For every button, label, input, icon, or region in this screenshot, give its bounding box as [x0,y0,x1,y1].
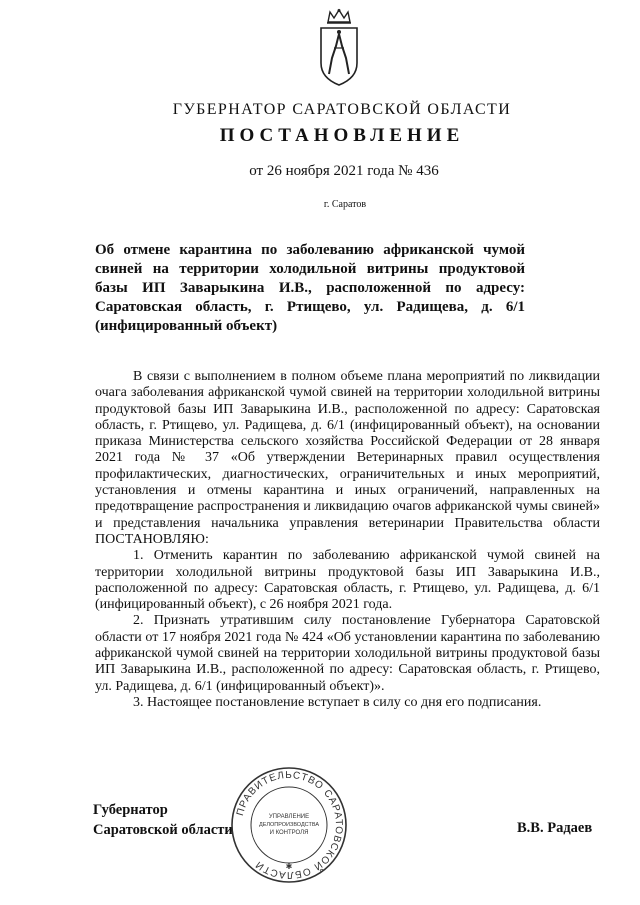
coat-of-arms-emblem [316,8,362,88]
document-subject: Об отмене карантина по заболеванию африканской чумой свиней на территории холодильной витрины продуктовой базы ИП Заварыкина И.В., расположенной по адресу: Саратовская область, г. Ртищево, ул. Радищева, д. 6/1 (инфицированный объект) [95,242,525,334]
signatory-position-line-1: Губернатор [93,802,168,818]
stamp-inner-line-1: УПРАВЛЕНИЕ [268,814,310,820]
resolution-item-1: 1. Отменить карантин по заболеванию африканской чумой свиней на территории холодильной витрины продуктовой базы ИП Заварыкина И.В., расположенной по адресу: Саратовская область, г. Ртищево, ул. Радищева, д. 6/1 (инфицированный объект), с 26 ноября 2021 года. [95,548,600,613]
signatory-position-line-2: Саратовской области [93,822,233,838]
official-stamp [229,765,349,885]
signatory-name: В.В. Радаев [517,820,593,836]
document-body [95,369,600,711]
document-city: г. Саратов [323,199,367,210]
stamp-inner-line-3: И КОНТРОЛЯ [269,830,309,836]
stamp-star-icon: ✱ [285,862,293,871]
stamp-inner-line-2: ДЕЛОПРОИЗВОДСТВА [258,822,320,828]
preamble-paragraph: В связи с выполнением в полном объеме плана мероприятий по ликвидации очага заболевания африканской чумой свиней на территории холодильной витрины продуктовой базы ИП Заварыкина И.В., расположенной по адресу: Саратовская область, г. Ртищево, ул. Радищева, д. 6/1 (инфицированный объект), на основании приказа Министерства сельского хозяйства Российской Федерации от 28 января 2021 года № 37 «Об утверждении Ветеринарных правил осуществления профилактических, диагностических, ограничительных и иных мероприятий, установления и отмены карантина и иных ограничений, направленных на предотвращение распространения и ликвидацию очагов африканской чумы свиней» и представления начальника управления ветеринарии Правительства области ПОСТАНОВЛЯЮ: [95,369,600,547]
resolution-item-3: 3. Настоящее постановление вступает в силу со дня его подписания. [133,694,542,710]
issuing-authority: ГУБЕРНАТОР САРАТОВСКОЙ ОБЛАСТИ [172,101,512,118]
document-type-title: ПОСТАНОВЛЕНИЕ [219,125,465,146]
resolution-item-2: 2. Признать утратившим силу постановление Губернатора Саратовской области от 17 ноября 2021 года № 424 «Об установлении карантина по заболеванию африканской чумой свиней на территории холодильной витрины продуктовой базы ИП Заварыкина И.В., расположенной по адресу: Саратовская область, г. Ртищево, ул. Радищева, д. 6/1 (инфицированный объект)». [95,613,600,694]
stamp-outer-text: ПРАВИТЕЛЬСТВО САРАТОВСКОЙ ОБЛАСТИ [234,769,345,881]
document-date-number: от 26 ноября 2021 года № 436 [249,163,439,179]
signatory-position [93,800,233,840]
